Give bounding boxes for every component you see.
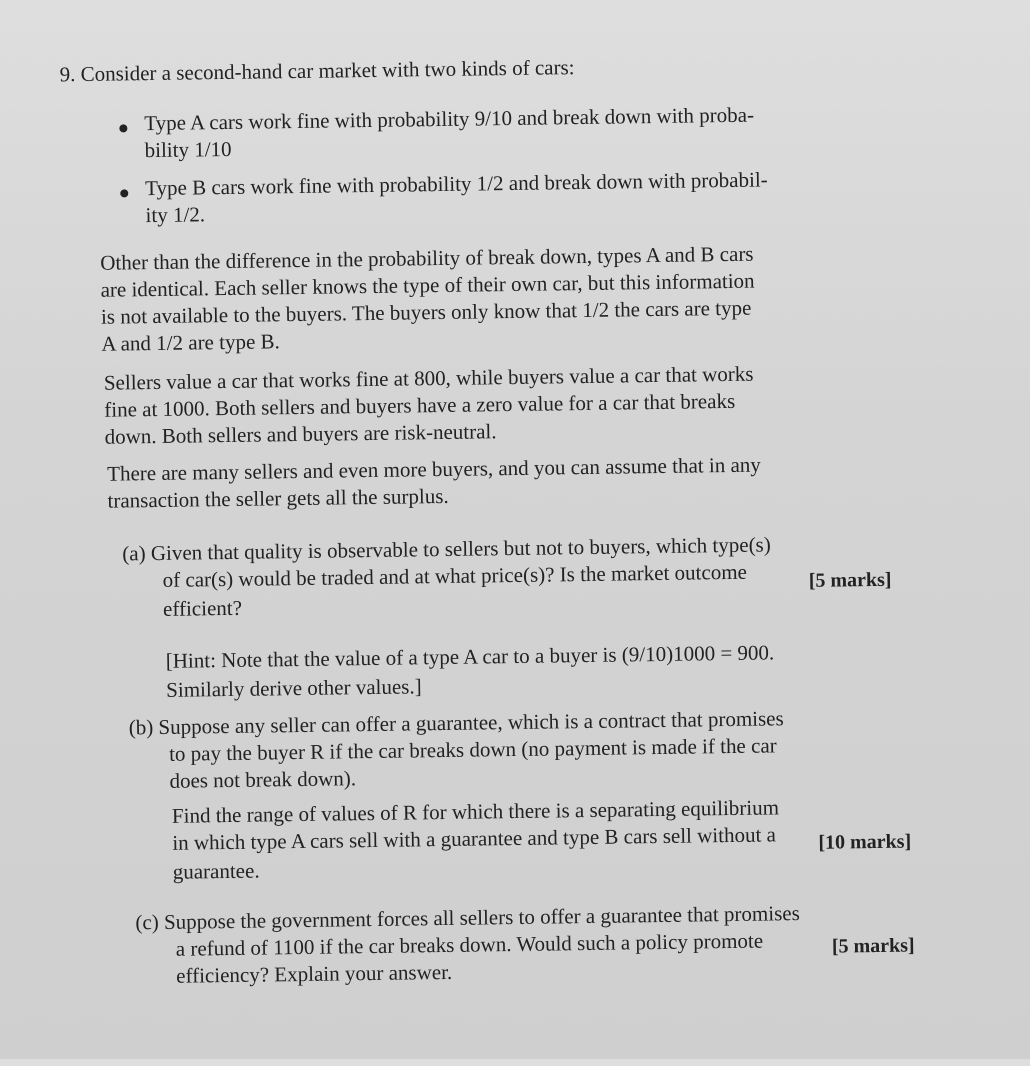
bullet-icon [120, 189, 128, 197]
bullet-b-line2: ity 1/2. [145, 202, 206, 228]
bullet-icon [119, 124, 127, 132]
question-number: 9. [59, 62, 76, 87]
paragraph-3-line: There are many sellers and even more buyers, and you can assume that in any [107, 452, 761, 486]
part-a-line: of car(s) would be traded and at what price(s)? Is the market outcome [162, 559, 748, 592]
question-heading [59, 55, 574, 86]
part-b-line: Find the range of values of R for which there is a separating equilibrium [171, 795, 780, 828]
part-b-line: (b) Suppose any seller can offer a guarantee, which is a contract that promises [128, 706, 784, 740]
paragraph-1-line: Other than the difference in the probability of break down, types A and B cars [100, 241, 754, 275]
bullet-a-line2: bility 1/10 [144, 136, 232, 163]
part-c-line: a refund of 1100 if the car breaks down. Would such a policy promote [175, 928, 764, 961]
part-c-line: (c) Suppose the government forces all sellers to offer a guarantee that promises [135, 901, 800, 935]
paragraph-2-line: fine at 1000. Both sellers and buyers have a zero value for a car that breaks [104, 388, 736, 422]
part-a-line: efficient? [162, 595, 243, 621]
paragraph-2-line: Sellers value a car that works fine at 800, while buyers value a car that works [103, 361, 754, 395]
paragraph-2-line: down. Both sellers and buyers are risk-neutral. [104, 419, 497, 449]
part-a-marks: [5 marks] [808, 568, 892, 592]
paragraph-1-line: A and 1/2 are type B. [101, 329, 280, 356]
question-title: Consider a second-hand car market with two kinds of cars: [80, 55, 575, 87]
part-c-line: efficiency? Explain your answer. [176, 959, 453, 988]
part-c-marks: [5 marks] [831, 934, 915, 958]
part-a-line: (a) Given that quality is observable to sellers but not to buyers, which type(s) [122, 532, 771, 566]
part-b-line: to pay the buyer R if the car breaks down (no payment is made if the car [168, 733, 777, 766]
paragraph-1-line: is not available to the buyers. The buyers only know that 1/2 the cars are type [100, 295, 752, 329]
part-a-hint-line: [Hint: Note that the value of a type A car to a buyer is (9/10)1000 = 900. [165, 640, 775, 673]
part-b-line: does not break down). [169, 766, 357, 793]
part-a-hint-line: Similarly derive other values.] [166, 674, 422, 702]
part-b-line: in which type A cars sell with a guarantee and type B cars sell without a [172, 822, 777, 855]
bullet-a-line1: Type A cars work fine with probability 9/10 and break down with proba- [144, 102, 755, 136]
paragraph-3-line: transaction the seller gets all the surplus. [107, 483, 449, 513]
bullet-b-line1: Type B cars work fine with probability 1/2 and break down with probabil- [145, 167, 768, 201]
paragraph-1-line: are identical. Each seller knows the type of their own car, but this information [100, 268, 755, 302]
part-b-marks: [10 marks] [818, 830, 912, 854]
part-b-line: guarantee. [172, 858, 260, 884]
